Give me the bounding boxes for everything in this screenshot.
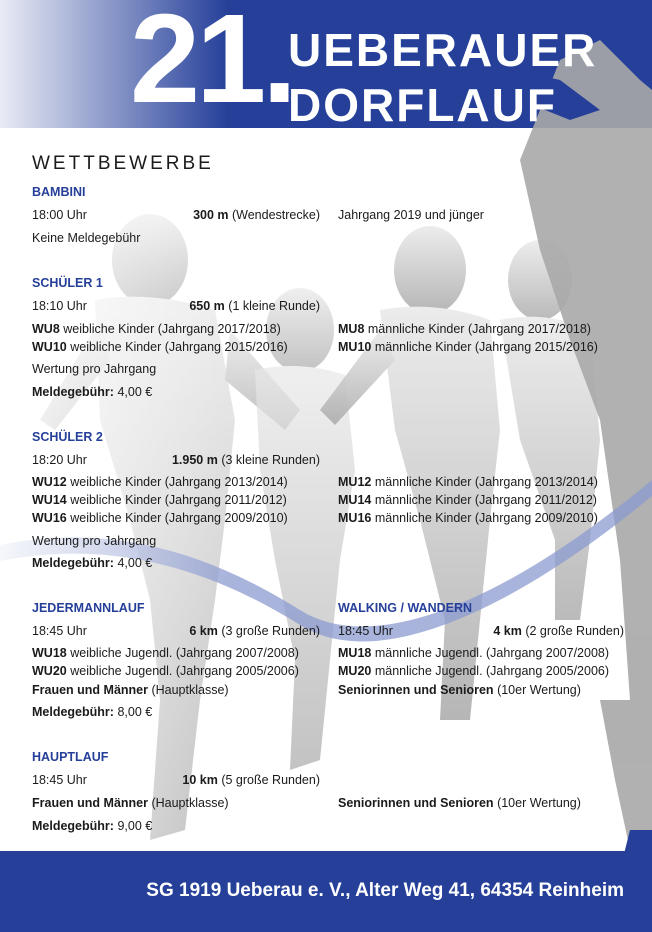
fee-value: 4,00 € [117,385,153,399]
class-note: (Hauptklasse) [151,796,229,810]
category-code: MU10 [338,340,372,354]
hauptlauf-distance [182,773,320,789]
schueler1-row-left [32,340,288,356]
category-text: männliche Kinder (Jahrgang 2009/2010) [374,511,598,525]
schueler2-row-right [338,511,598,527]
hauptlauf-right-class [338,796,581,812]
jedermann-fee [32,705,152,721]
hauptlauf-time: 18:45 Uhr [32,773,87,787]
category-code: MU8 [338,322,365,336]
class-label: Frauen und Männer [32,796,148,810]
jedermann-class [32,683,229,699]
category-code: WU20 [32,664,67,678]
category-code: MU20 [338,664,372,678]
bambini-distance-value: 300 m [193,208,229,222]
schueler2-row-right [338,475,598,491]
category-text: männliche Kinder (Jahrgang 2011/2012) [374,493,597,507]
walking-time: 18:45 Uhr [338,624,393,638]
event-title-line2: DORFLAUF [288,79,557,131]
category-text: weibliche Kinder (Jahrgang 2015/2016) [70,340,288,354]
walking-distance [493,624,624,640]
walking-row [338,646,609,662]
schueler1-row-right [338,322,591,338]
fee-value: 4,00 € [117,556,153,570]
bambini-fee: Keine Meldegebühr [32,231,141,245]
category-code: WU18 [32,646,67,660]
schueler1-row-left [32,322,281,338]
schueler1-time: 18:10 Uhr [32,299,87,313]
schueler1-wertung: Wertung pro Jahrgang [32,362,157,376]
class-label: Frauen und Männer [32,683,148,697]
hauptlauf-distance-note: (5 große Runden) [221,773,320,787]
category-text: weibliche Kinder (Jahrgang 2013/2014) [70,475,288,489]
class-note: (Hauptklasse) [151,683,229,697]
schueler2-fee [32,556,152,572]
jedermann-row [32,646,299,662]
category-text: weibliche Jugendl. (Jahrgang 2005/2006) [70,664,299,678]
jedermann-distance-value: 6 km [189,624,218,638]
class-note: (10er Wertung) [497,796,581,810]
schueler2-time: 18:20 Uhr [32,453,87,467]
category-text: männliche Jugendl. (Jahrgang 2005/2006) [374,664,610,678]
hauptlauf-heading: HAUPTLAUF [32,750,109,764]
fee-label: Meldegebühr: [32,819,114,833]
jedermann-time: 18:45 Uhr [32,624,87,638]
schueler2-distance-value: 1.950 m [171,453,218,467]
category-code: WU14 [32,493,67,507]
fee-value: 9,00 € [117,819,153,833]
class-note: (10er Wertung) [497,683,581,697]
category-text: weibliche Kinder (Jahrgang 2011/2012) [70,493,287,507]
walking-distance-value: 4 km [493,624,522,638]
event-title-line1: UEBERAUER [288,24,598,76]
category-code: WU16 [32,511,67,525]
schueler2-row-left [32,475,288,491]
bambini-time: 18:00 Uhr [32,208,87,222]
jedermann-distance-note: (3 große Runden) [221,624,320,638]
category-text: männliche Kinder (Jahrgang 2015/2016) [374,340,598,354]
bambini-year: Jahrgang 2019 und jünger [338,208,484,222]
category-code: WU8 [32,322,60,336]
category-code: WU12 [32,475,67,489]
category-text: männliche Kinder (Jahrgang 2013/2014) [374,475,598,489]
category-code: MU14 [338,493,372,507]
category-code: WU10 [32,340,67,354]
category-code: MU18 [338,646,372,660]
hauptlauf-class [32,796,229,812]
category-text: weibliche Kinder (Jahrgang 2009/2010) [70,511,288,525]
category-text: männliche Jugendl. (Jahrgang 2007/2008) [374,646,610,660]
category-text: weibliche Jugendl. (Jahrgang 2007/2008) [70,646,299,660]
footer-address: SG 1919 Ueberau e. V., Alter Weg 41, 64354 Reinheim [146,880,624,901]
fee-value: 8,00 € [117,705,153,719]
category-text: weibliche Kinder (Jahrgang 2017/2018) [63,322,281,336]
fee-label: Meldegebühr: [32,705,114,719]
schueler2-distance-note: (3 kleine Runden) [221,453,320,467]
schueler1-distance [189,299,320,315]
class-label: Seniorinnen und Senioren [338,796,494,810]
schueler2-wertung: Wertung pro Jahrgang [32,534,157,548]
edition-number: 21. [130,0,294,129]
bambini-distance [193,208,320,224]
bambini-distance-note: (Wendestrecke) [232,208,320,222]
jedermann-row [32,664,299,680]
schueler1-heading: SCHÜLER 1 [32,276,103,290]
schueler1-distance-value: 650 m [189,299,225,313]
section-title: WETTBEWERBE [32,153,214,174]
schueler1-row-right [338,340,598,356]
schueler2-row-left [32,493,287,509]
category-code: MU16 [338,511,372,525]
category-code: MU12 [338,475,372,489]
fee-label: Meldegebühr: [32,385,114,399]
schueler1-fee [32,385,152,401]
jedermann-distance [189,624,320,640]
category-text: männliche Kinder (Jahrgang 2017/2018) [367,322,591,336]
schueler2-heading: SCHÜLER 2 [32,430,103,444]
jedermann-heading: JEDERMANNLAUF [32,601,145,615]
walking-distance-note: (2 große Runden) [525,624,624,638]
schueler1-distance-note: (1 kleine Runde) [228,299,320,313]
walking-heading: WALKING / WANDERN [338,601,473,615]
walking-row [338,664,609,680]
bambini-heading: BAMBINI [32,185,86,199]
walking-class [338,683,581,699]
hauptlauf-fee [32,819,152,835]
hauptlauf-distance-value: 10 km [182,773,218,787]
schueler2-row-left [32,511,288,527]
schueler2-distance [172,453,320,469]
fee-label: Meldegebühr: [32,556,114,570]
class-label: Seniorinnen und Senioren [338,683,494,697]
schueler2-row-right [338,493,597,509]
